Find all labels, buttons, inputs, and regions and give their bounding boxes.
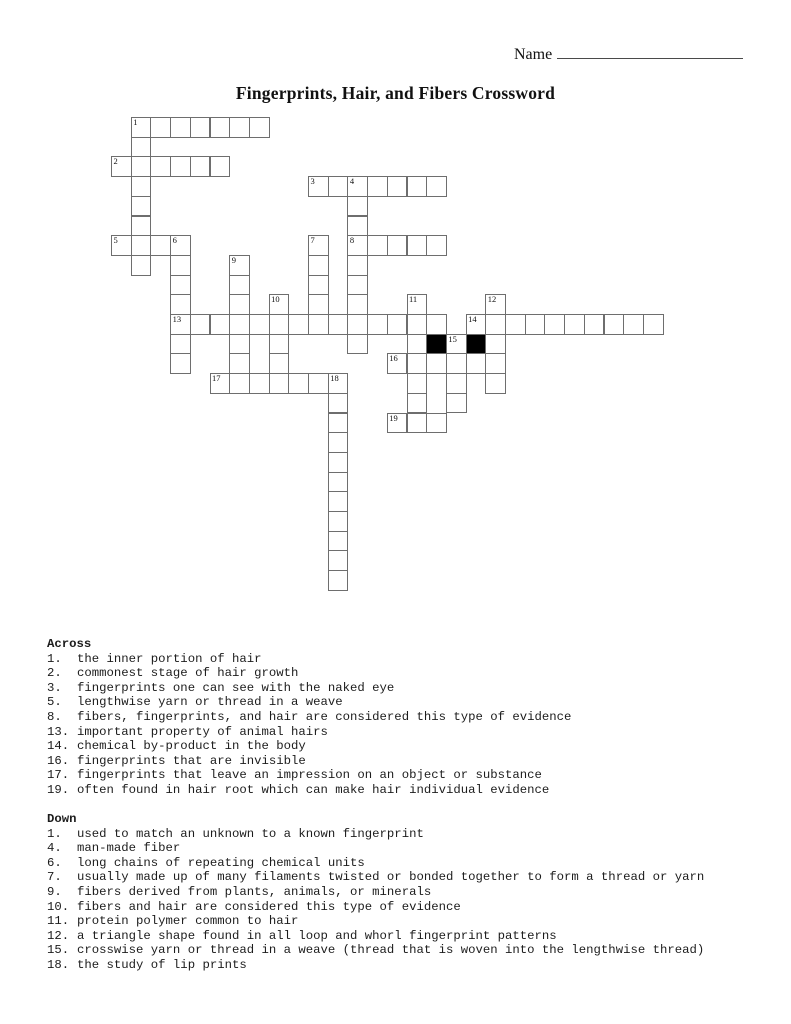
cell-number-5: 5 [113, 235, 118, 246]
clue-text: chemical by-product in the body [77, 739, 306, 754]
clue-number: 16. [47, 753, 70, 768]
cell-number-4: 4 [349, 176, 355, 187]
grid-cell-c16-r15[interactable] [426, 413, 447, 434]
grid-cell-c11-r3[interactable] [328, 176, 349, 197]
grid-cell-c22-r10[interactable] [544, 314, 565, 335]
grid-cell-c8-r11[interactable] [269, 334, 290, 355]
grid-cell-c11-r18[interactable] [328, 472, 349, 493]
clue-number: 13. [47, 724, 70, 739]
grid-cell-c14-r3[interactable] [387, 176, 408, 197]
grid-cell-c11-r19[interactable] [328, 491, 349, 512]
grid-cell-c6-r10[interactable] [229, 314, 250, 335]
grid-cell-c12-r9[interactable] [347, 294, 368, 315]
cell-number-2: 2 [113, 156, 118, 167]
clue-text: fibers and hair are considered this type of evidence [77, 899, 461, 914]
grid-cell-c1-r2[interactable] [131, 156, 152, 177]
across-clue-19 [47, 783, 571, 798]
grid-cell-c14-r12[interactable] [387, 353, 408, 374]
across-clue-16 [47, 754, 571, 769]
cell-number-9: 9 [231, 254, 236, 265]
across-clue-17 [47, 768, 571, 783]
clue-number: 9. [47, 884, 62, 899]
cell-number-18: 18 [330, 373, 339, 384]
grid-cell-c12-r5[interactable] [347, 216, 368, 237]
grid-cell-c11-r23[interactable] [328, 570, 349, 591]
grid-cell-c15-r12[interactable] [407, 353, 428, 374]
grid-cell-c8-r9[interactable] [269, 294, 290, 315]
grid-cell-c16-r10[interactable] [426, 314, 447, 335]
down-clue-1 [47, 827, 704, 842]
grid-cell-c4-r2[interactable] [190, 156, 211, 177]
clue-number: 1. [47, 826, 62, 841]
grid-cell-c2-r0[interactable] [150, 117, 171, 138]
grid-cell-c3-r2[interactable] [170, 156, 191, 177]
grid-cell-c7-r10[interactable] [249, 314, 270, 335]
grid-cell-c6-r9[interactable] [229, 294, 250, 315]
grid-cell-c13-r3[interactable] [367, 176, 388, 197]
clue-text: fingerprints that leave an impression on an object or substance [77, 768, 542, 783]
down-clue-10 [47, 900, 704, 915]
name-blank-line[interactable] [557, 45, 743, 59]
grid-cell-c15-r10[interactable] [407, 314, 428, 335]
cell-number-13: 13 [172, 314, 182, 324]
across-clue-8 [47, 710, 571, 725]
down-clue-18 [47, 958, 704, 973]
grid-cell-c25-r10[interactable] [604, 314, 625, 335]
clue-number: 1. [47, 651, 62, 666]
down-clue-15 [47, 943, 704, 958]
clue-text: protein polymer common to hair [77, 914, 299, 929]
grid-cell-c14-r15[interactable] [387, 413, 408, 434]
grid-cell-c3-r10[interactable] [170, 314, 191, 335]
cell-number-7: 7 [310, 235, 315, 246]
grid-cell-c12-r11[interactable] [347, 334, 368, 355]
across-clue-3 [47, 681, 571, 696]
clue-number: 10. [47, 899, 70, 914]
grid-cell-c1-r6[interactable] [131, 235, 152, 256]
grid-cell-c0-r6[interactable] [111, 235, 132, 256]
clue-text: important property of animal hairs [77, 724, 328, 739]
grid-cell-c17-r12[interactable] [446, 353, 467, 374]
clue-text: lengthwise yarn or thread in a weave [77, 695, 343, 710]
clue-text: fingerprints that are invisible [77, 753, 306, 768]
name-row [514, 45, 743, 64]
grid-cell-c15-r11[interactable] [407, 334, 428, 355]
grid-cell-c11-r15[interactable] [328, 413, 349, 434]
grid-cell-c16-r12[interactable] [426, 353, 447, 374]
grid-cell-c6-r13[interactable] [229, 373, 250, 394]
clue-number: 8. [47, 709, 62, 724]
grid-cell-c15-r13[interactable] [407, 373, 428, 394]
grid-cell-c3-r11[interactable] [170, 334, 191, 355]
grid-cell-c8-r13[interactable] [269, 373, 290, 394]
cell-number-16: 16 [389, 353, 398, 364]
grid-cell-c7-r13[interactable] [249, 373, 270, 394]
grid-cell-c11-r13[interactable] [328, 373, 349, 394]
grid-cell-c5-r2[interactable] [210, 156, 231, 177]
grid-cell-c12-r8[interactable] [347, 275, 368, 296]
clue-text: long chains of repeating chemical units [77, 855, 365, 870]
grid-cell-c16-r6[interactable] [426, 235, 447, 256]
clue-number: 11. [47, 914, 70, 929]
clue-text: a triangle shape found in all loop and whorl fingerprint patterns [77, 928, 557, 943]
grid-cell-c3-r12[interactable] [170, 353, 191, 374]
grid-cell-c8-r10[interactable] [269, 314, 290, 335]
grid-cell-c10-r6[interactable] [308, 235, 329, 256]
grid-cell-c19-r12[interactable] [485, 353, 506, 374]
cell-number-11: 11 [409, 294, 418, 305]
down-clues-section [47, 812, 704, 973]
grid-cell-c0-r2[interactable] [111, 156, 132, 177]
grid-cell-c13-r6[interactable] [367, 235, 388, 256]
clue-text: the study of lip prints [77, 957, 247, 972]
clue-number: 4. [47, 841, 62, 856]
grid-cell-c3-r7[interactable] [170, 255, 191, 276]
cell-number-6: 6 [172, 235, 177, 246]
clue-number: 3. [47, 680, 62, 695]
grid-cell-c13-r10[interactable] [367, 314, 388, 335]
down-clue-4 [47, 841, 704, 856]
grid-cell-c15-r9[interactable] [407, 294, 428, 315]
black-cell-c18-r11 [466, 334, 487, 355]
grid-cell-c19-r13[interactable] [485, 373, 506, 394]
clue-text: man-made fiber [77, 841, 181, 856]
cell-number-19: 19 [389, 412, 398, 423]
clue-text: used to match an unknown to a known fingerprint [77, 826, 424, 841]
cell-number-10: 10 [271, 294, 280, 305]
across-clue-5 [47, 695, 571, 710]
cell-number-15: 15 [448, 333, 457, 344]
clue-number: 18. [47, 957, 70, 972]
clue-number: 12. [47, 928, 70, 943]
grid-cell-c15-r3[interactable] [407, 176, 428, 197]
page-title: Fingerprints, Hair, and Fibers Crossword [235, 83, 556, 103]
clue-number: 5. [47, 695, 62, 710]
grid-cell-c11-r10[interactable] [328, 314, 349, 335]
grid-cell-c10-r3[interactable] [308, 176, 329, 197]
grid-cell-c3-r8[interactable] [170, 275, 191, 296]
grid-cell-c11-r14[interactable] [328, 393, 349, 414]
across-clues-section [47, 637, 571, 798]
clue-text: often found in hair root which can make hair individual evidence [77, 782, 550, 797]
grid-cell-c12-r6[interactable] [347, 235, 368, 256]
across-clue-14 [47, 739, 571, 754]
cell-number-12: 12 [487, 294, 497, 305]
grid-cell-c3-r6[interactable] [170, 235, 191, 256]
grid-cell-c15-r15[interactable] [407, 413, 428, 434]
clue-text: fingerprints one can see with the naked eye [77, 680, 395, 695]
grid-cell-c9-r10[interactable] [288, 314, 309, 335]
grid-cell-c5-r0[interactable] [210, 117, 231, 138]
grid-cell-c14-r10[interactable] [387, 314, 408, 335]
grid-cell-c4-r10[interactable] [190, 314, 211, 335]
grid-cell-c1-r7[interactable] [131, 255, 152, 276]
grid-cell-c1-r1[interactable] [131, 137, 152, 158]
grid-cell-c20-r10[interactable] [505, 314, 526, 335]
grid-cell-c8-r12[interactable] [269, 353, 290, 374]
down-clue-9 [47, 885, 704, 900]
grid-cell-c10-r9[interactable] [308, 294, 329, 315]
grid-cell-c15-r6[interactable] [407, 235, 428, 256]
grid-cell-c6-r12[interactable] [229, 353, 250, 374]
across-clue-1 [47, 652, 571, 667]
grid-cell-c3-r9[interactable] [170, 294, 191, 315]
grid-cell-c4-r0[interactable] [190, 117, 211, 138]
grid-cell-c11-r17[interactable] [328, 452, 349, 473]
down-header: Down [47, 812, 77, 826]
across-clue-13 [47, 725, 571, 740]
grid-cell-c18-r10[interactable] [466, 314, 487, 335]
cell-number-8: 8 [349, 235, 355, 246]
grid-cell-c16-r3[interactable] [426, 176, 447, 197]
grid-cell-c1-r5[interactable] [131, 216, 152, 237]
cell-number-17: 17 [212, 373, 221, 384]
grid-cell-c11-r20[interactable] [328, 511, 349, 532]
grid-cell-c17-r11[interactable] [446, 334, 467, 355]
grid-cell-c12-r7[interactable] [347, 255, 368, 276]
down-clue-11 [47, 914, 704, 929]
clue-text: fibers, fingerprints, and hair are considered this type of evidence [77, 709, 572, 724]
grid-cell-c1-r0[interactable] [131, 117, 152, 138]
grid-cell-c6-r8[interactable] [229, 275, 250, 296]
grid-cell-c17-r14[interactable] [446, 393, 467, 414]
clue-number: 15. [47, 943, 70, 958]
grid-cell-c26-r10[interactable] [623, 314, 644, 335]
grid-cell-c10-r10[interactable] [308, 314, 329, 335]
grid-cell-c19-r10[interactable] [485, 314, 506, 335]
down-clue-12 [47, 929, 704, 944]
grid-cell-c5-r13[interactable] [210, 373, 231, 394]
grid-cell-c18-r12[interactable] [466, 353, 487, 374]
clue-number: 2. [47, 666, 62, 681]
clue-text: crosswise yarn or thread in a weave (thread that is woven into the lengthwise thread) [77, 943, 705, 958]
across-header: Across [47, 637, 92, 651]
clue-text: fibers derived from plants, animals, or minerals [77, 884, 432, 899]
down-clue-7 [47, 870, 704, 885]
grid-cell-c1-r3[interactable] [131, 176, 152, 197]
grid-cell-c6-r7[interactable] [229, 255, 250, 276]
grid-cell-c17-r13[interactable] [446, 373, 467, 394]
grid-cell-c15-r14[interactable] [407, 393, 428, 414]
grid-cell-c24-r10[interactable] [584, 314, 605, 335]
grid-cell-c3-r0[interactable] [170, 117, 191, 138]
clue-number: 17. [47, 768, 70, 783]
grid-cell-c7-r0[interactable] [249, 117, 270, 138]
cell-number-14: 14 [468, 314, 477, 324]
clue-text: commonest stage of hair growth [77, 666, 299, 681]
grid-cell-c5-r10[interactable] [210, 314, 231, 335]
clue-number: 14. [47, 739, 70, 754]
grid-cell-c6-r0[interactable] [229, 117, 250, 138]
clue-text: usually made up of many filaments twisted or bonded together to form a thread or yarn [77, 870, 705, 885]
grid-cell-c12-r4[interactable] [347, 196, 368, 217]
grid-cell-c19-r9[interactable] [485, 294, 506, 315]
grid-cell-c11-r16[interactable] [328, 432, 349, 453]
grid-cell-c14-r6[interactable] [387, 235, 408, 256]
clue-number: 19. [47, 782, 70, 797]
grid-cell-c21-r10[interactable] [525, 314, 546, 335]
grid-cell-c10-r7[interactable] [308, 255, 329, 276]
grid-cell-c23-r10[interactable] [564, 314, 585, 335]
grid-cell-c11-r22[interactable] [328, 550, 349, 571]
clue-text: the inner portion of hair [77, 651, 262, 666]
cell-number-3: 3 [310, 176, 315, 187]
name-label: Name [514, 46, 553, 63]
grid-cell-c27-r10[interactable] [643, 314, 664, 335]
cell-number-1: 1 [133, 117, 138, 127]
grid-cell-c12-r10[interactable] [347, 314, 368, 335]
grid-cell-c2-r6[interactable] [150, 235, 171, 256]
grid-cell-c10-r13[interactable] [308, 373, 329, 394]
grid-cell-c12-r3[interactable] [347, 176, 368, 197]
grid-cell-c6-r11[interactable] [229, 334, 250, 355]
clue-number: 7. [47, 870, 62, 885]
clue-number: 6. [47, 855, 62, 870]
across-clue-2 [47, 666, 571, 681]
black-cell-c16-r11 [426, 334, 447, 355]
down-clue-6 [47, 856, 704, 871]
grid-cell-c10-r8[interactable] [308, 275, 329, 296]
grid-cell-c2-r2[interactable] [150, 156, 171, 177]
grid-cell-c19-r11[interactable] [485, 334, 506, 355]
grid-cell-c11-r21[interactable] [328, 531, 349, 552]
grid-cell-c1-r4[interactable] [131, 196, 152, 217]
grid-cell-c9-r13[interactable] [288, 373, 309, 394]
